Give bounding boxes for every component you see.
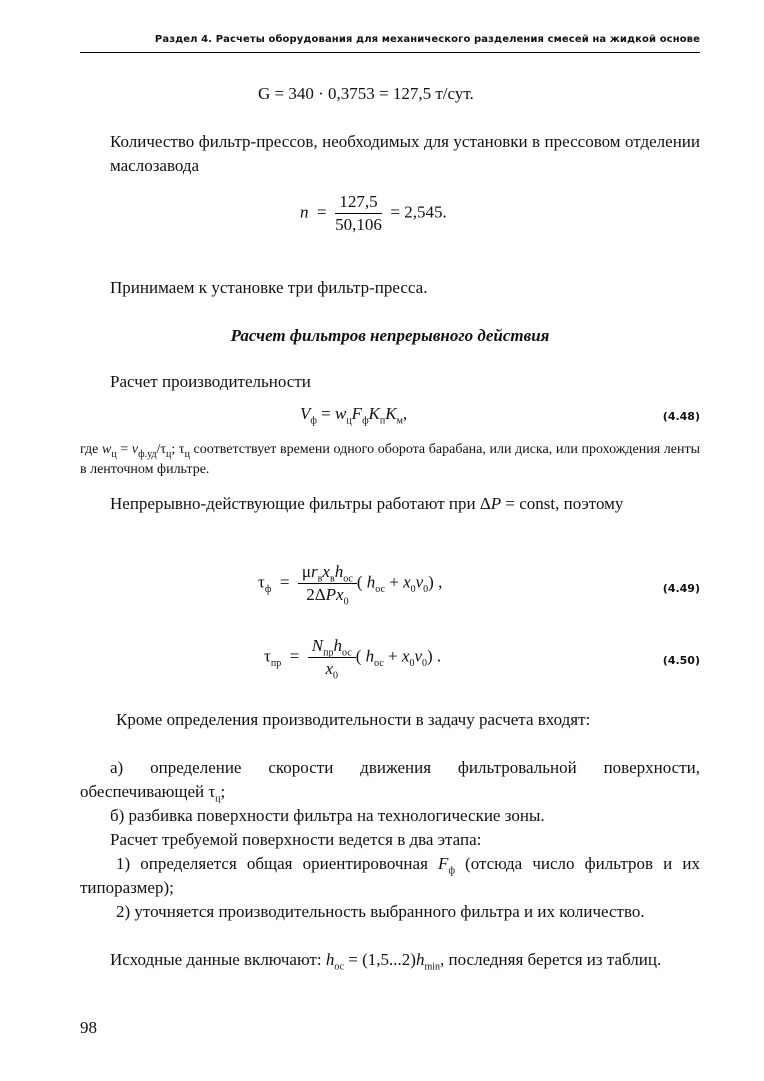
stage-2: 2) уточняется производительность выбранного фильтра и их количество. <box>116 902 645 921</box>
paragraph-filter-presses: Количество фильтр-прессов, необходимых для установки в прессовом отделении маслозавода <box>110 132 700 175</box>
list-item-a: а) определение скорости движения фильтровальной поверхности, обеспечивающей $\tau_ц$; <box>80 758 700 805</box>
running-header: Раздел 4. Расчеты оборудования для механического разделения смесей на жидкой основе <box>154 34 700 45</box>
equation-4-50: $\tau_{пр}$ = $\frac{N_{пр}h_{ос}}{x_0}$ ( $h_{ос} + x_0v_0$) . <box>264 636 442 682</box>
page-number: 98 <box>80 1018 97 1037</box>
paragraph-accept: Принимаем к установке три фильтр-пресса. <box>110 278 428 297</box>
n-fraction <box>335 192 382 235</box>
paragraph-two-stages: Расчет требуемой поверхности ведется в два этапа: <box>110 830 482 849</box>
equation-g: G = 340 · 0,3753 = 127,5 т/сут. <box>258 84 474 103</box>
n-symbol: n <box>300 202 309 222</box>
equation-4-49: $\tau_ф$ = $\frac{\mu r_вx_вh_{ос}}{2\Delta Px_0}$ ( $h_{ос} + x_0v_0$) , <box>258 562 443 608</box>
stage-1: 1) определяется общая ориентировочная $F_ф$ (отсюда число фильтров и их типоразмер); <box>80 854 701 897</box>
list-item-b: б) разбивка поверхности фильтра на технологические зоны. <box>110 806 545 825</box>
n-result: 2,545 <box>404 202 443 222</box>
paragraph-initial-data: Исходные данные включают: $h_{ос} = (1,5...2)h_{min}$, последняя берется из таблиц. <box>110 950 662 973</box>
where-paragraph: где $w_ц = v_{ф.уд}/\tau_ц$; $\tau_ц$ соответствует времени одного оборота барабана, или диска, или прохождения ленты в ленточном фильтре. <box>80 442 700 477</box>
equation-number-4-48: (4.48) <box>662 410 700 423</box>
equation-n: n = $\frac{127,5}{50,106}$ = 2,545. <box>300 192 447 234</box>
n-numerator: 127,5 <box>335 192 382 214</box>
header-rule <box>80 52 700 53</box>
equation-number-4-49: (4.49) <box>662 582 700 595</box>
paragraph-productivity: Расчет производительности <box>110 372 311 391</box>
section-title: Расчет фильтров непрерывного действия <box>230 326 550 345</box>
equation-number-4-50: (4.50) <box>662 654 700 667</box>
paragraph-besides: Кроме определения производительности в задачу расчета входят: <box>116 710 591 729</box>
n-denominator: 50,106 <box>335 215 382 234</box>
paragraph-continuous: Непрерывно-действующие фильтры работают при ΔP = const, поэтому <box>110 494 624 513</box>
equation-4-48: $V_ф = w_цF_фK_пK_м$, <box>300 404 408 427</box>
